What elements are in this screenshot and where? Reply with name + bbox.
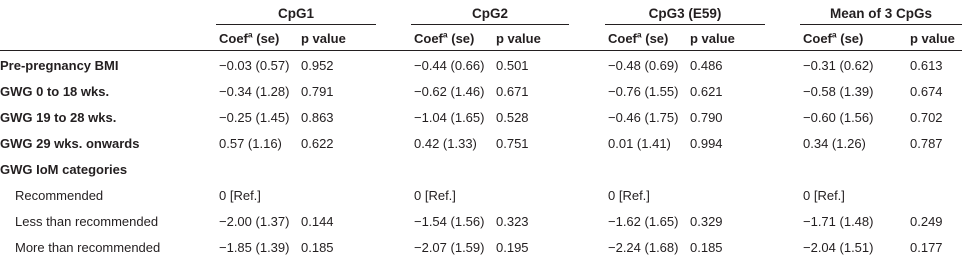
coef-cell: −0.03 (0.57) [219,58,290,73]
p-value-cell: 0.329 [690,214,723,229]
coef-cell: −0.44 (0.66) [414,58,485,73]
coef-cell: −1.85 (1.39) [219,240,290,255]
p-value-header: p value [496,31,541,46]
table-row [0,209,962,235]
group-underline [605,24,765,25]
table-row [0,235,962,261]
p-value-cell: 0.952 [301,58,334,73]
coef-cell: −0.31 (0.62) [803,58,874,73]
coef-cell: −2.24 (1.68) [608,240,679,255]
table-row [0,183,962,209]
coef-cell: 0.01 (1.41) [608,136,671,151]
p-value-cell: 0.528 [496,110,529,125]
coef-cell: −2.04 (1.51) [803,240,874,255]
p-value-cell: 0.621 [690,84,723,99]
coef-cell: −0.34 (1.28) [219,84,290,99]
p-value-cell: 0.791 [301,84,334,99]
coef-cell: −0.62 (1.46) [414,84,485,99]
coef-cell: −0.60 (1.56) [803,110,874,125]
coef-cell: −1.04 (1.65) [414,110,485,125]
coef-cell: 0 [Ref.] [803,188,845,203]
p-value-cell: 0.787 [910,136,943,151]
p-value-header: p value [301,31,346,46]
row-label: Pre-pregnancy BMI [0,58,119,73]
p-value-cell: 0.702 [910,110,943,125]
row-label: GWG 19 to 28 wks. [0,110,117,125]
p-value-cell: 0.994 [690,136,723,151]
p-value-cell: 0.323 [496,214,529,229]
row-label: Less than recommended [15,214,159,229]
p-value-cell: 0.249 [910,214,943,229]
coef-suffix: (se) [836,31,864,46]
coef-cell: 0.42 (1.33) [414,136,477,151]
footnote-marker: a [442,29,448,40]
coef-cell: 0 [Ref.] [608,188,650,203]
table-row [0,105,962,131]
coef-cell: 0 [Ref.] [219,188,261,203]
coef-suffix: (se) [641,31,669,46]
coef-cell: −1.62 (1.65) [608,214,679,229]
group-underline [216,24,376,25]
coef-label: Coef [608,31,637,46]
table-row [0,157,962,183]
p-value-cell: 0.195 [496,240,529,255]
coef-cell: −0.25 (1.45) [219,110,290,125]
p-value-cell: 0.751 [496,136,529,151]
p-value-cell: 0.185 [301,240,334,255]
coef-cell: −2.07 (1.59) [414,240,485,255]
coef-label: Coef [803,31,832,46]
coef-cell: −0.58 (1.39) [803,84,874,99]
coef-header [608,29,668,49]
coef-suffix: (se) [252,31,280,46]
header-rule [0,50,962,51]
p-value-cell: 0.790 [690,110,723,125]
coef-cell: −0.76 (1.55) [608,84,679,99]
table-row [0,53,962,79]
row-label: GWG 29 wks. onwards [0,136,140,151]
p-value-cell: 0.486 [690,58,723,73]
group-underline [411,24,569,25]
column-group-header: CpG1 [277,6,314,21]
coef-header [803,29,863,49]
p-value-header: p value [690,31,735,46]
coef-cell: −2.00 (1.37) [219,214,290,229]
coef-cell: 0 [Ref.] [414,188,456,203]
row-label: Recommended [15,188,104,203]
coef-cell: 0.57 (1.16) [219,136,282,151]
group-underline [800,24,962,25]
table-row [0,131,962,157]
p-value-cell: 0.501 [496,58,529,73]
column-group-header: CpG3 (E59) [648,6,722,21]
coef-cell: −0.46 (1.75) [608,110,679,125]
p-value-cell: 0.177 [910,240,943,255]
coef-cell: −1.71 (1.48) [803,214,874,229]
coef-label: Coef [219,31,248,46]
table-row [0,79,962,105]
coef-header [219,29,279,49]
footnote-marker: a [636,29,642,40]
coef-label: Coef [414,31,443,46]
coef-suffix: (se) [447,31,475,46]
p-value-cell: 0.671 [496,84,529,99]
p-value-header: p value [910,31,955,46]
p-value-cell: 0.622 [301,136,334,151]
footnote-marker: a [247,29,253,40]
coef-cell: −0.48 (0.69) [608,58,679,73]
coef-header [414,29,474,49]
p-value-cell: 0.863 [301,110,334,125]
row-label: GWG 0 to 18 wks. [0,84,110,99]
p-value-cell: 0.144 [301,214,334,229]
column-group-header: Mean of 3 CpGs [829,6,932,21]
p-value-cell: 0.185 [690,240,723,255]
p-value-cell: 0.613 [910,58,943,73]
coef-cell: −1.54 (1.56) [414,214,485,229]
footnote-marker: a [831,29,837,40]
row-label: More than recommended [15,240,161,255]
row-label: GWG IoM categories [0,162,128,177]
coef-cell: 0.34 (1.26) [803,136,866,151]
column-group-header: CpG2 [471,6,508,21]
p-value-cell: 0.674 [910,84,943,99]
